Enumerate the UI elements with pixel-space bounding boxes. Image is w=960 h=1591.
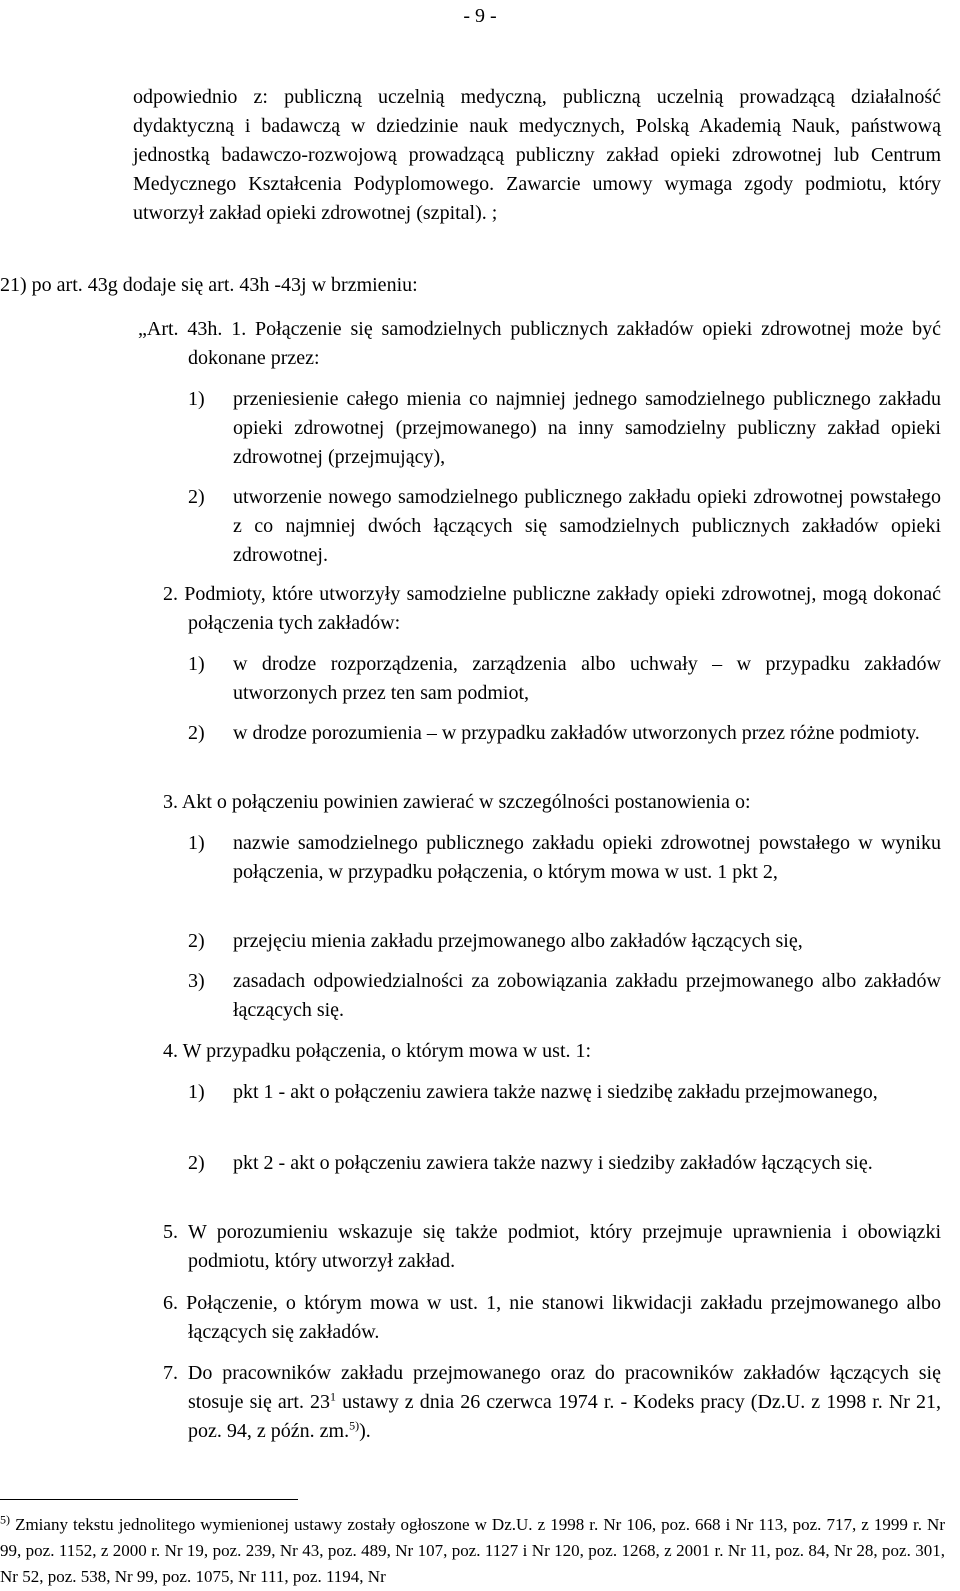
item-text: w drodze rozporządzenia, zarządzenia albo uchwały – w przypadku zakładów utworzonych przez ten sam podmiot,: [233, 653, 941, 704]
item-number: 2): [188, 930, 205, 952]
art-43h-p3-item-1: [188, 829, 941, 887]
item-number: 1): [188, 832, 205, 854]
item-text: zasadach odpowiedzialności za zobowiązania zakładu przejmowanego albo zakładów łączących się.: [233, 970, 941, 1021]
footnote-marker: 5): [0, 1512, 10, 1527]
art-43h-para-3-head: 3. Akt o połączeniu powinien zawierać w szczególności postanowienia o:: [163, 791, 751, 813]
art-43h-para-1-head: „Art. 43h. 1. Połączenie się samodzielnych publicznych zakładów opieki zdrowotnej może być dokonane przez:: [138, 318, 941, 369]
art-43h-p2-item-2: [188, 719, 941, 748]
art-43h-p4-item-2: [188, 1149, 941, 1178]
footnote-5: [0, 1512, 945, 1590]
art-43h-para-6: 6. Połączenie, o którym mowa w ust. 1, nie stanowi likwidacji zakładu przejmowanego albo łączących się zakładów.: [163, 1292, 941, 1343]
art-43h-p2-item-1: [188, 650, 941, 708]
footnote-separator: [0, 1499, 298, 1500]
page-number: - 9 -: [463, 5, 497, 27]
art-43h-para-5: 5. W porozumieniu wskazuje się także podmiot, który przejmuje uprawnienia i obowiązki podmiotu, który utworzył zakład.: [163, 1221, 941, 1272]
para-7-text-a: 7. Do pracowników zakładu przejmowanego oraz do pracowników zakładów łączących się stosuje się art. 23: [163, 1362, 941, 1413]
art-43h-para-7: [163, 1359, 942, 1446]
item-text: utworzenie nowego samodzielnego publicznego zakładu opieki zdrowotnej powstałego z co najmniej dwóch łączących się samodzielnych publicznych zakładów opieki zdrowotnej.: [233, 486, 941, 566]
art-43h-p1-item-2: [188, 483, 941, 570]
item-number: 2): [188, 486, 205, 508]
footnote-text: Zmiany tekstu jednolitego wymienionej ustawy zostały ogłoszone w Dz.U. z 1998 r. Nr 106, poz. 668 i Nr 113, poz. 717, z 1999 r. Nr 99, poz. 1152, z 2000 r. Nr 19, poz. 239, Nr 43, poz. 489, Nr 107, poz. 1127 i Nr 120, poz. 1268, z 2001 r. Nr 11, poz. 84, Nr 28, poz. 301, Nr 52, poz. 538, Nr 99, poz. 1075, Nr 111, poz. 1194, Nr: [0, 1515, 945, 1586]
item-text: pkt 1 - akt o połączeniu zawiera także nazwę i siedzibę zakładu przejmowanego,: [233, 1081, 878, 1103]
para-7-text-c: ).: [359, 1420, 371, 1442]
footnote-ref-5: 5): [349, 1418, 360, 1433]
art-43h-p3-item-2: [188, 927, 941, 956]
item-text: w drodze porozumienia – w przypadku zakładów utworzonych przez różne podmioty.: [233, 722, 920, 744]
art-43h-p4-item-1: [188, 1078, 941, 1107]
para-7-text-b: ustawy z dnia 26 czerwca 1974 r. - Kodeks pracy (Dz.U. z 1998 r. Nr 21, poz. 94, z późn. zm.: [188, 1391, 942, 1442]
amendment-21: 21) po art. 43g dodaje się art. 43h -43j w brzmieniu:: [0, 274, 418, 296]
item-number: 1): [188, 653, 205, 675]
superscript-1: 1: [330, 1389, 337, 1404]
art-43h-para-2-head: 2. Podmioty, które utworzyły samodzielne publiczne zakłady opieki zdrowotnej, mogą dokonać połączenia tych zakładów:: [163, 583, 941, 634]
item-text: nazwie samodzielnego publicznego zakładu opieki zdrowotnej powstałego w wyniku połączenia, w przypadku połączenia, o którym mowa w ust. 1 pkt 2,: [233, 832, 941, 883]
item-text: przejęciu mienia zakładu przejmowanego albo zakładów łączących się,: [233, 930, 803, 952]
art-43h-p1-item-1: [188, 385, 941, 472]
intro-paragraph: odpowiednio z: publiczną uczelnią medyczną, publiczną uczelnią prowadzącą działalność dydaktyczną i badawczą w dziedzinie nauk medycznych, Polską Akademią Nauk, państwową jednostką badawczo-rozwojową prowadzącą publiczny zakład opieki zdrowotnej lub Centrum Medycznego Kształcenia Podyplomowego. Zawarcie umowy wymaga zgody podmiotu, który utworzył zakład opieki zdrowotnej (szpital). ;: [133, 86, 941, 224]
item-number: 1): [188, 388, 205, 410]
art-43h-p3-item-3: [188, 967, 941, 1025]
item-number: 2): [188, 722, 205, 744]
item-number: 2): [188, 1152, 205, 1174]
item-text: pkt 2 - akt o połączeniu zawiera także nazwy i siedziby zakładów łączących się.: [233, 1152, 873, 1174]
art-43h-para-4-head: 4. W przypadku połączenia, o którym mowa w ust. 1:: [163, 1040, 592, 1062]
item-number: 3): [188, 970, 205, 992]
item-number: 1): [188, 1081, 205, 1103]
item-text: przeniesienie całego mienia co najmniej jednego samodzielnego publicznego zakładu opieki zdrowotnej (przejmowanego) na inny samodzielny publiczny zakład opieki zdrowotnej (przejmujący),: [233, 388, 941, 468]
